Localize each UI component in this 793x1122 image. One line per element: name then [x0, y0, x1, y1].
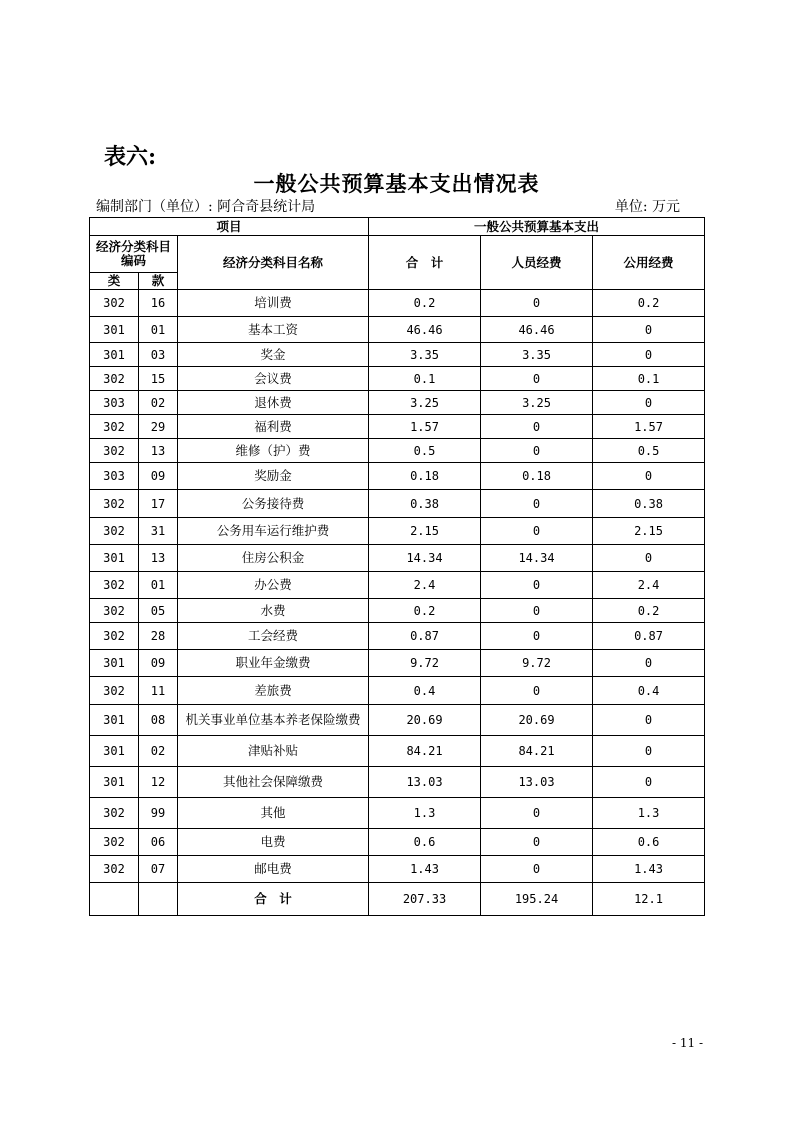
value-personnel: 0 [481, 290, 593, 317]
value-public: 0.1 [593, 367, 705, 391]
value-public: 0.2 [593, 599, 705, 623]
code-kuan: 29 [139, 415, 178, 439]
value-personnel: 3.25 [481, 391, 593, 415]
value-personnel: 0 [481, 415, 593, 439]
code-lei: 302 [90, 677, 139, 705]
item-name: 退休费 [178, 391, 369, 415]
code-kuan: 01 [139, 317, 178, 343]
table-row [90, 572, 705, 599]
code-lei: 301 [90, 343, 139, 367]
item-name: 工会经费 [178, 623, 369, 650]
code-kuan: 11 [139, 677, 178, 705]
item-name: 办公费 [178, 572, 369, 599]
code-kuan: 01 [139, 572, 178, 599]
item-name: 津贴补贴 [178, 736, 369, 767]
code-kuan: 99 [139, 798, 178, 829]
header-personnel: 人员经费 [481, 236, 593, 290]
value-public: 0 [593, 650, 705, 677]
table-row [90, 290, 705, 317]
item-name: 会议费 [178, 367, 369, 391]
table-row [90, 856, 705, 883]
header-econ-name: 经济分类科目名称 [178, 236, 369, 290]
code-lei: 302 [90, 856, 139, 883]
value-total: 0.18 [369, 463, 481, 490]
header-public: 公用经费 [593, 236, 705, 290]
code-lei: 302 [90, 572, 139, 599]
value-public: 0.6 [593, 829, 705, 856]
value-total: 46.46 [369, 317, 481, 343]
code-lei: 302 [90, 829, 139, 856]
totals-public: 12.1 [593, 883, 705, 916]
item-name: 福利费 [178, 415, 369, 439]
table-row [90, 599, 705, 623]
value-total: 0.6 [369, 829, 481, 856]
value-total: 1.3 [369, 798, 481, 829]
item-name: 奖金 [178, 343, 369, 367]
value-total: 0.5 [369, 439, 481, 463]
value-total: 0.1 [369, 367, 481, 391]
code-kuan: 05 [139, 599, 178, 623]
table-row [90, 391, 705, 415]
value-public: 0 [593, 391, 705, 415]
table-label: 表六: [104, 144, 157, 170]
value-total: 3.35 [369, 343, 481, 367]
item-name: 公务用车运行维护费 [178, 518, 369, 545]
code-kuan: 16 [139, 290, 178, 317]
value-public: 0 [593, 463, 705, 490]
value-total: 1.43 [369, 856, 481, 883]
value-personnel: 0 [481, 856, 593, 883]
header-row-2 [90, 236, 705, 273]
code-lei: 302 [90, 367, 139, 391]
unit-label: 单位: 万元 [614, 199, 680, 215]
value-personnel: 0.18 [481, 463, 593, 490]
table-row [90, 490, 705, 518]
value-personnel: 0 [481, 572, 593, 599]
value-public: 2.4 [593, 572, 705, 599]
header-row-1 [90, 218, 705, 236]
value-personnel: 13.03 [481, 767, 593, 798]
value-total: 14.34 [369, 545, 481, 572]
table-row [90, 343, 705, 367]
budget-table [89, 217, 705, 916]
value-public: 0 [593, 343, 705, 367]
table-row [90, 677, 705, 705]
table-row [90, 829, 705, 856]
value-personnel: 46.46 [481, 317, 593, 343]
value-public: 0 [593, 317, 705, 343]
table-row [90, 767, 705, 798]
totals-label: 合 计 [178, 883, 369, 916]
table-row [90, 439, 705, 463]
table-row [90, 736, 705, 767]
value-personnel: 0 [481, 518, 593, 545]
table-row [90, 705, 705, 736]
value-total: 2.4 [369, 572, 481, 599]
code-kuan: 02 [139, 391, 178, 415]
value-total: 3.25 [369, 391, 481, 415]
code-kuan: 09 [139, 650, 178, 677]
value-public: 1.57 [593, 415, 705, 439]
value-total: 20.69 [369, 705, 481, 736]
code-lei: 302 [90, 623, 139, 650]
code-kuan: 08 [139, 705, 178, 736]
totals-blank-lei [90, 883, 139, 916]
document-title: 一般公共预算基本支出情况表 [253, 171, 540, 196]
value-personnel: 0 [481, 829, 593, 856]
code-kuan: 17 [139, 490, 178, 518]
item-name: 机关事业单位基本养老保险缴费 [178, 705, 369, 736]
value-personnel: 0 [481, 623, 593, 650]
totals-personnel: 195.24 [481, 883, 593, 916]
value-total: 0.2 [369, 290, 481, 317]
value-personnel: 20.69 [481, 705, 593, 736]
value-total: 0.2 [369, 599, 481, 623]
value-personnel: 0 [481, 490, 593, 518]
code-lei: 301 [90, 736, 139, 767]
value-total: 1.57 [369, 415, 481, 439]
table-row [90, 415, 705, 439]
value-personnel: 14.34 [481, 545, 593, 572]
item-name: 奖励金 [178, 463, 369, 490]
item-name: 基本工资 [178, 317, 369, 343]
value-public: 0 [593, 736, 705, 767]
item-name: 差旅费 [178, 677, 369, 705]
header-general-expense: 一般公共预算基本支出 [369, 218, 705, 236]
code-lei: 303 [90, 463, 139, 490]
value-total: 9.72 [369, 650, 481, 677]
code-lei: 302 [90, 798, 139, 829]
header-project: 项目 [90, 218, 369, 236]
value-total: 84.21 [369, 736, 481, 767]
value-public: 0.4 [593, 677, 705, 705]
value-total: 13.03 [369, 767, 481, 798]
value-personnel: 0 [481, 798, 593, 829]
code-lei: 302 [90, 599, 139, 623]
value-total: 0.87 [369, 623, 481, 650]
value-public: 0.38 [593, 490, 705, 518]
department-label: 编制部门（单位）: 阿合奇县统计局 [96, 199, 316, 215]
code-kuan: 13 [139, 545, 178, 572]
code-lei: 302 [90, 518, 139, 545]
code-kuan: 06 [139, 829, 178, 856]
value-personnel: 0 [481, 439, 593, 463]
value-public: 0 [593, 767, 705, 798]
code-lei: 301 [90, 545, 139, 572]
header-lei: 类 [90, 273, 139, 290]
totals-total: 207.33 [369, 883, 481, 916]
table-row [90, 798, 705, 829]
value-public: 2.15 [593, 518, 705, 545]
table-row [90, 367, 705, 391]
code-lei: 302 [90, 290, 139, 317]
code-kuan: 28 [139, 623, 178, 650]
totals-row [90, 883, 705, 916]
table-row [90, 623, 705, 650]
item-name: 水费 [178, 599, 369, 623]
value-personnel: 0 [481, 677, 593, 705]
item-name: 其他 [178, 798, 369, 829]
page-number: - 11 - [672, 1036, 704, 1050]
item-name: 其他社会保障缴费 [178, 767, 369, 798]
value-personnel: 84.21 [481, 736, 593, 767]
value-personnel: 3.35 [481, 343, 593, 367]
code-kuan: 12 [139, 767, 178, 798]
code-lei: 301 [90, 317, 139, 343]
code-lei: 301 [90, 705, 139, 736]
value-personnel: 9.72 [481, 650, 593, 677]
code-kuan: 31 [139, 518, 178, 545]
table-row [90, 545, 705, 572]
item-name: 职业年金缴费 [178, 650, 369, 677]
code-lei: 301 [90, 650, 139, 677]
code-kuan: 09 [139, 463, 178, 490]
code-lei: 301 [90, 767, 139, 798]
header-total: 合 计 [369, 236, 481, 290]
value-public: 0 [593, 705, 705, 736]
code-kuan: 07 [139, 856, 178, 883]
value-total: 0.38 [369, 490, 481, 518]
value-personnel: 0 [481, 599, 593, 623]
item-name: 住房公积金 [178, 545, 369, 572]
value-public: 0.2 [593, 290, 705, 317]
item-name: 电费 [178, 829, 369, 856]
code-lei: 302 [90, 415, 139, 439]
table-row [90, 650, 705, 677]
item-name: 邮电费 [178, 856, 369, 883]
table-row [90, 518, 705, 545]
code-kuan: 03 [139, 343, 178, 367]
code-lei: 302 [90, 490, 139, 518]
table-row [90, 317, 705, 343]
value-total: 2.15 [369, 518, 481, 545]
value-public: 1.3 [593, 798, 705, 829]
value-public: 0.5 [593, 439, 705, 463]
item-name: 公务接待费 [178, 490, 369, 518]
header-econ-code: 经济分类科目编码 [90, 236, 178, 273]
header-kuan: 款 [139, 273, 178, 290]
value-public: 0.87 [593, 623, 705, 650]
code-kuan: 15 [139, 367, 178, 391]
value-public: 0 [593, 545, 705, 572]
code-lei: 302 [90, 439, 139, 463]
item-name: 培训费 [178, 290, 369, 317]
code-kuan: 02 [139, 736, 178, 767]
value-total: 0.4 [369, 677, 481, 705]
code-kuan: 13 [139, 439, 178, 463]
code-lei: 303 [90, 391, 139, 415]
value-public: 1.43 [593, 856, 705, 883]
table-row [90, 463, 705, 490]
item-name: 维修（护）费 [178, 439, 369, 463]
value-personnel: 0 [481, 367, 593, 391]
totals-blank-kuan [139, 883, 178, 916]
